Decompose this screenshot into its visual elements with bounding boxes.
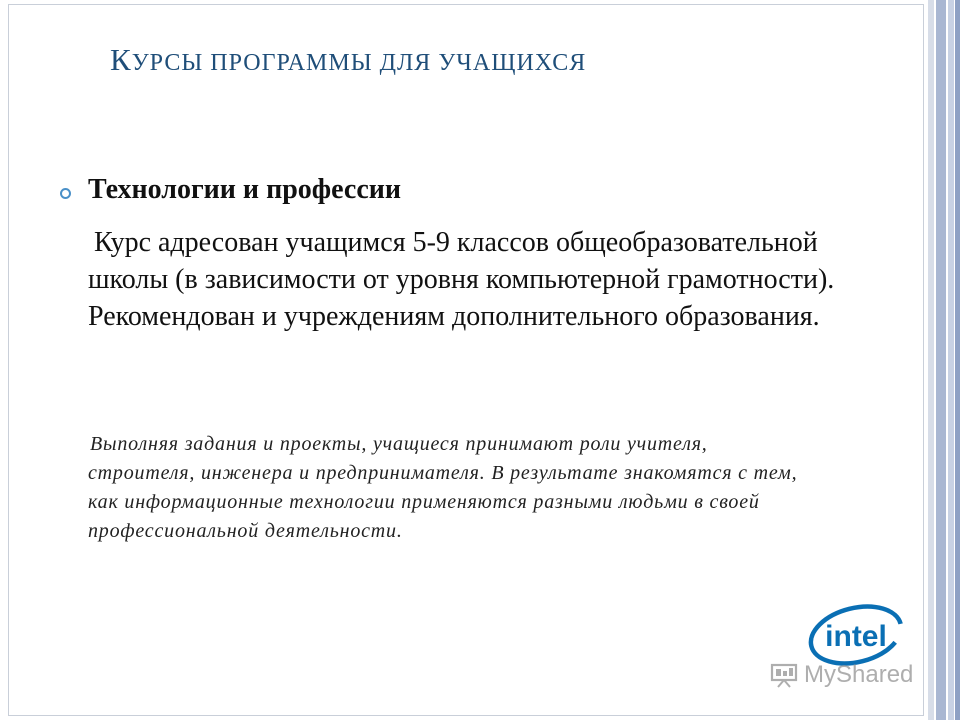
myshared-watermark bbox=[770, 660, 913, 690]
watermark-text: MyShared bbox=[804, 661, 914, 688]
bullet-heading: Технологии и профессии bbox=[88, 174, 402, 205]
slide-title-rest: УРСЫ ПРОГРАММЫ ДЛЯ УЧАЩИХСЯ bbox=[131, 50, 587, 76]
intel-logo-text: intel bbox=[825, 620, 887, 653]
bullet-circle-icon bbox=[60, 188, 71, 199]
slide-title-initial: К bbox=[110, 42, 132, 77]
decor-stripe bbox=[928, 0, 934, 720]
course-note: Выполняя задания и проекты, учащиеся принимают роли учителя, строителя, инженера и предпринимателя. В результате знакомятся с тем, как информационные технологии применяются разными людьми в своей профессиональной деятельности. bbox=[88, 433, 798, 542]
presentation-board-icon bbox=[770, 662, 798, 688]
decor-stripe bbox=[936, 0, 946, 720]
course-description: Курс адресован учащимся 5-9 классов общеобразовательной школы (в зависимости от уровня компьютерной грамотности). Рекомендован и учреждениям дополнительного образования. bbox=[88, 227, 835, 332]
decor-stripe bbox=[955, 0, 960, 720]
slide-title bbox=[110, 42, 586, 78]
slide-frame bbox=[8, 4, 924, 716]
intel-logo bbox=[806, 604, 906, 666]
decor-stripe bbox=[948, 0, 954, 720]
